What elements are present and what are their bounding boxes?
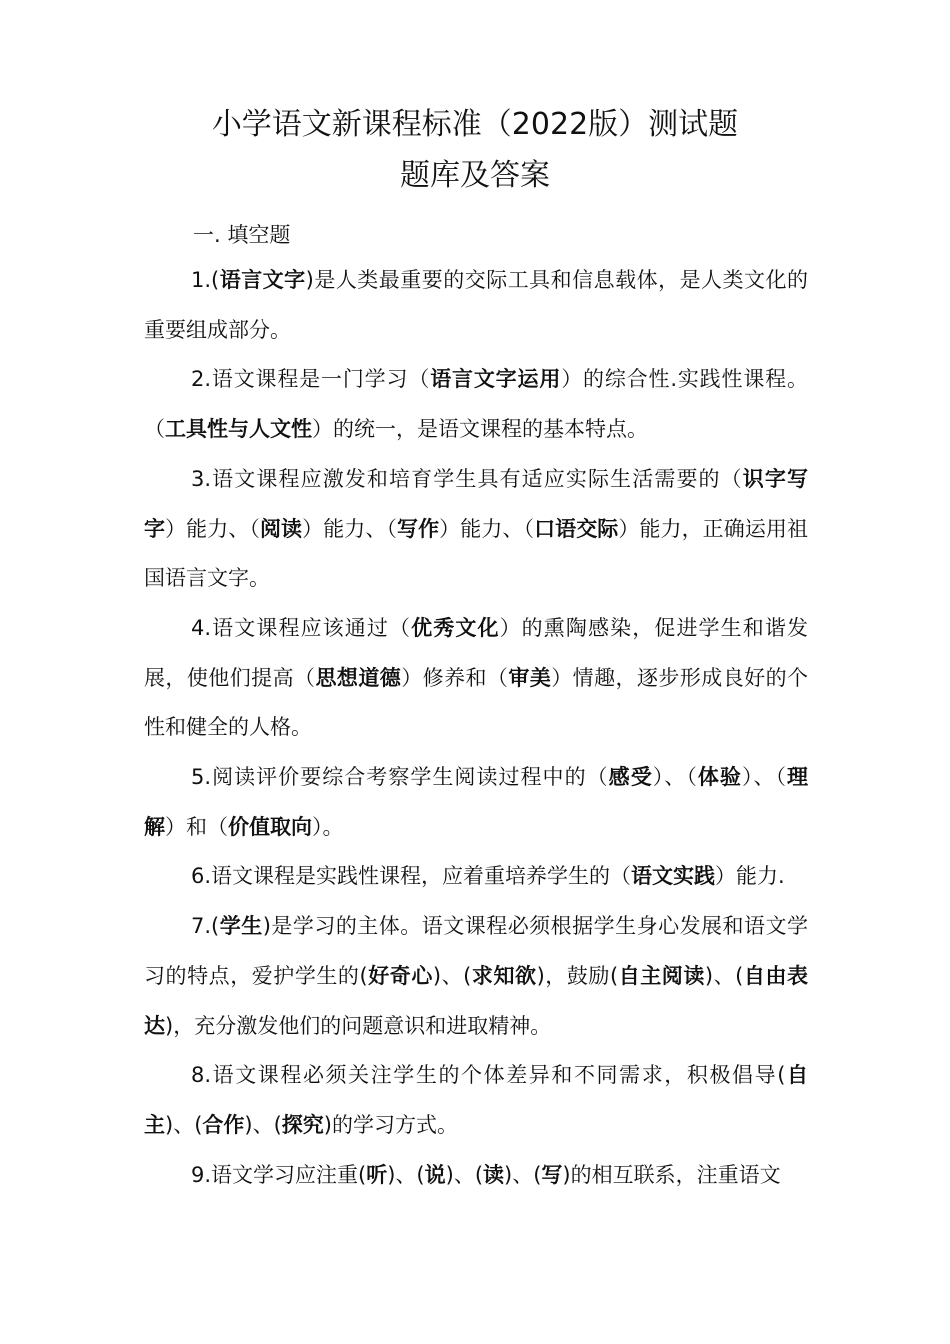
answer-text: 口语交际: [534, 516, 619, 541]
question-text: )、(: [387, 1162, 425, 1187]
question-text: )、(: [244, 1112, 282, 1137]
question-7: [144, 902, 808, 1051]
question-3: [144, 455, 808, 604]
question-2: [144, 355, 808, 454]
question-text: ）。: [312, 814, 344, 839]
question-text: 4.语文课程应该通过（: [191, 615, 412, 640]
answer-text: 理解: [144, 765, 809, 839]
answer-text: 写: [541, 1162, 563, 1187]
question-4: [144, 604, 808, 753]
answer-text: 自由表达: [144, 963, 809, 1038]
question-text: 8.语文课程必须关注学生的个体差异和不同需求，积极倡导(: [191, 1063, 786, 1088]
document-subtitle: 题库及答案: [400, 158, 550, 193]
question-text: 9.语文学习应注重(: [191, 1162, 367, 1187]
question-5: [144, 753, 808, 852]
answer-text: 语言文字运用: [430, 367, 562, 392]
answer-text: 写作: [397, 516, 440, 541]
question-text: ）、（: [652, 765, 698, 790]
answer-text: 读: [483, 1162, 505, 1187]
question-text: )、(: [432, 963, 472, 988]
answer-text: 工具性与人文性: [165, 417, 312, 442]
answer-text: 好奇心: [367, 963, 433, 988]
answer-text: 感受: [608, 765, 653, 790]
answer-text: 自主阅读: [618, 963, 705, 988]
document-title: 小学语文新课程标准（2022版）测试题: [211, 107, 739, 142]
question-text: )、(: [504, 1162, 542, 1187]
answer-text: 识字写字: [144, 466, 808, 541]
section-heading: 一. 填空题: [193, 223, 291, 247]
answer-text: 求知欲: [471, 963, 537, 988]
question-text: )、(: [704, 963, 744, 988]
question-text: )，鼓励(: [536, 963, 619, 988]
question-6: [144, 852, 808, 902]
question-text: ）情趣，逐步形成良好的个性和健全的人格。: [144, 665, 809, 740]
question-text: ）的综合性.实践性课程。（: [144, 367, 809, 442]
question-9: [144, 1151, 808, 1201]
question-text: ）能力.: [715, 864, 785, 889]
question-text: ）的熏陶感染，促进学生和谐发展，使他们提高（: [144, 615, 808, 690]
question-text: 3.语文课程应激发和培育学生具有适应实际生活需要的（: [191, 466, 743, 491]
question-text: ）能力、（: [165, 516, 260, 541]
question-text: )、(: [165, 1112, 203, 1137]
question-text: ）能力，正确运用祖国语言文字。: [144, 516, 808, 591]
answer-text: 阅读: [259, 516, 303, 541]
question-text: )、(: [445, 1162, 484, 1187]
answer-text: 审美: [508, 665, 552, 690]
question-text: ）能力、（: [439, 516, 535, 541]
question-8: [144, 1051, 808, 1150]
question-text: ）修养和（: [401, 665, 509, 690]
question-text: ）能力、（: [302, 516, 398, 541]
question-text: )的相互联系，注重语文: [562, 1162, 781, 1187]
answer-text: 学生: [219, 914, 263, 939]
question-text: )的学习方式。: [323, 1112, 458, 1137]
question-text: 7.(: [191, 914, 220, 939]
answer-text: 思想道德: [315, 665, 402, 690]
answer-text: 自主: [144, 1063, 809, 1137]
question-text: )是人类最重要的交际工具和信息载体，是人类文化的重要组成部分。: [144, 268, 808, 342]
question-text: )是学习的主体。语文课程必须根据学生身心发展和语文学习的特点，爱护学生的(: [144, 914, 808, 988]
answer-text: 优秀文化: [411, 615, 500, 640]
question-text: 2.语文课程是一门学习（: [191, 367, 431, 392]
answer-text: 合作: [202, 1112, 245, 1137]
answer-text: 价值取向: [228, 814, 312, 839]
question-text: )，充分激发他们的问题意识和进取精神。: [165, 1013, 552, 1038]
question-text: 1.(: [191, 268, 220, 292]
question-1: [144, 256, 808, 355]
question-text: ）和（: [165, 814, 228, 839]
answer-text: 说: [424, 1162, 446, 1187]
answer-text: 语言文字: [219, 268, 306, 292]
answer-text: 体验: [697, 765, 742, 790]
answer-text: 语文实践: [631, 864, 716, 889]
question-list: [144, 256, 808, 1200]
answer-text: 听: [366, 1162, 388, 1187]
question-text: ）的统一，是语文课程的基本特点。: [312, 417, 648, 442]
answer-text: 探究: [281, 1112, 324, 1137]
question-text: 6.语文课程是实践性课程，应着重培养学生的（: [191, 864, 632, 889]
question-text: 5.阅读评价要综合考察学生阅读过程中的（: [191, 765, 609, 790]
question-text: ）、（: [741, 765, 788, 790]
